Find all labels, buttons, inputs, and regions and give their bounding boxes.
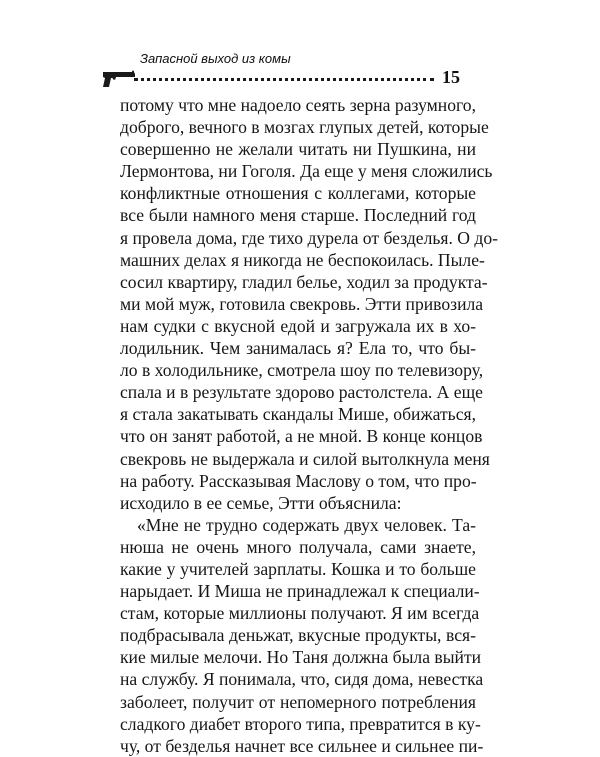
text-line: чу, от безделья начнет все сильнее и сильнее пи-	[120, 735, 484, 756]
text-line: доброго, вечного в мозгах глупых детей, которые	[120, 117, 489, 138]
pistol-icon	[102, 69, 136, 94]
page-number: 15	[442, 67, 460, 87]
text-line: лодильник. Чем занималась я? Ела то, что бы-	[120, 338, 476, 359]
text-line: совершенно не желали читать ни Пушкина, ни	[120, 139, 476, 160]
text-line: «Мне не трудно содержать двух человек. Та-	[137, 514, 476, 535]
text-line: заболеет, получит от непомерного потребления	[120, 691, 476, 712]
text-line: что он занят работой, а не мной. В конце концов	[120, 426, 483, 447]
text-line: ми мой муж, готовила свекровь. Этти привозила	[120, 293, 484, 314]
text-line: спала и в результате здорово растолстела. А еще	[120, 382, 483, 403]
text-line: свекровь не выдержала и силой вытолкнула меня	[120, 448, 490, 469]
text-line: я провела дома, где тихо дурела от безделья. О до-	[120, 227, 498, 248]
text-line: Лермонтова, ни Гоголя. Да еще у меня сложились	[120, 161, 493, 182]
text-line: какие у учителей зарплаты. Кошка и то больше	[120, 558, 476, 579]
text-line: на службу. Я понимала, что, сидя дома, невестка	[120, 669, 484, 690]
text-line: машних делах я никогда не беспокоилась. Пыле-	[120, 249, 485, 270]
text-line: потому что мне надоело сеять зерна разумного,	[120, 95, 476, 115]
text-line: стам, которые миллионы получают. Я им всегда	[120, 603, 480, 624]
text-line: кие милые мелочи. Но Таня должна была выйти	[120, 647, 482, 668]
text-line: ло в холодильнике, смотрела шоу по телевизору,	[120, 360, 484, 381]
text-line: нам судки с вкусной едой и загружала их в хо-	[120, 315, 476, 336]
text-line: исходило в ее семье, Этти объяснила:	[120, 492, 402, 513]
running-title: Запасной выход из комы	[140, 51, 291, 66]
text-line: нарыдает. И Миша не принадлежал к специали-	[120, 581, 480, 602]
text-line: сосил квартиру, гладил белье, ходил за продукта-	[120, 271, 488, 292]
text-line: конфликтные отношения с коллегами, которые	[120, 183, 476, 204]
text-line: сладкого диабет второго типа, превратится в ку-	[120, 713, 481, 734]
text-line: на работу. Рассказывая Маслову о том, что про-	[120, 470, 477, 491]
text-line: подбрасывала деньжат, вкусные продукты, вся-	[120, 625, 476, 646]
text-line: нюша не очень много получала, сами знаете,	[120, 536, 476, 557]
text-line: все были намного меня старше. Последний год	[120, 205, 476, 226]
body-text	[120, 94, 498, 757]
text-line: я стала закатывать скандалы Мише, обижаться,	[120, 404, 476, 425]
header-dotted-rule	[134, 78, 434, 81]
